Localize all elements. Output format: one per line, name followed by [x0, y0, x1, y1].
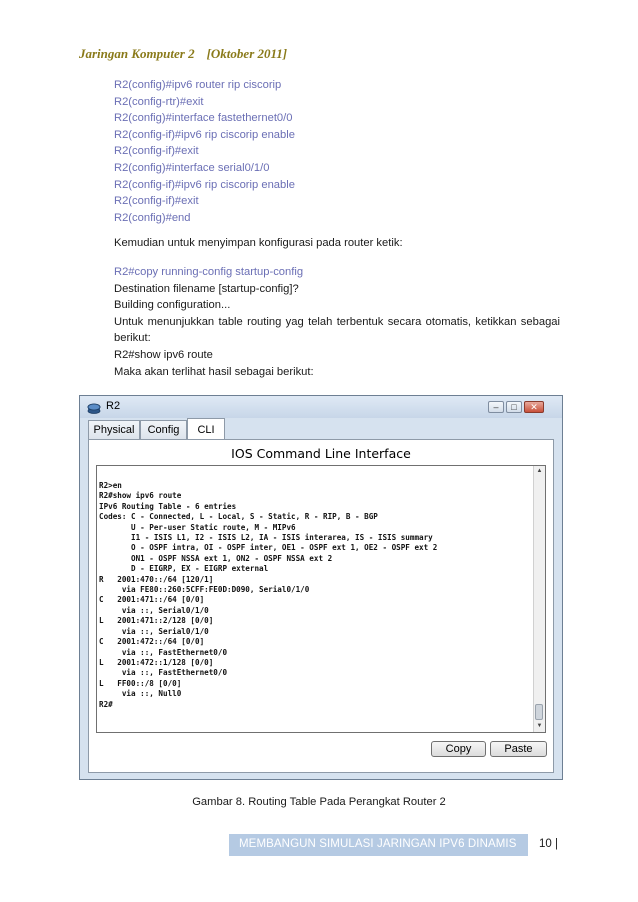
- terminal-line: R2#: [99, 699, 113, 709]
- terminal-line: D - EIGRP, EX - EIGRP external: [99, 564, 269, 574]
- building-line: Building configuration...: [114, 299, 231, 312]
- tab-config[interactable]: Config: [140, 420, 187, 439]
- terminal-line: I1 - ISIS L1, I2 - ISIS L2, IA - ISIS interarea, IS - ISIS summary: [99, 533, 433, 543]
- page-header: [79, 46, 287, 62]
- window-title: R2: [106, 400, 121, 412]
- terminal-line: L FF00::/8 [0/0]: [99, 678, 182, 688]
- header-date: [Oktober 2011]: [206, 46, 288, 61]
- header-title: Jaringan Komputer 2: [79, 46, 195, 61]
- paragraph-save: Kemudian untuk menyimpan konfigurasi pada router ketik:: [114, 237, 403, 249]
- config-line: R2(config)#ipv6 router rip ciscorip: [114, 79, 282, 91]
- config-line: R2(config-if)#exit: [114, 195, 199, 208]
- terminal-output: [99, 481, 437, 710]
- close-button[interactable]: [524, 401, 544, 413]
- terminal-line: via ::, FastEthernet0/0: [99, 647, 228, 657]
- terminal-line: O - OSPF intra, OI - OSPF inter, OE1 - OSPF ext 1, OE2 - OSPF ext 2: [99, 543, 438, 553]
- terminal-line: via ::, Serial0/1/0: [99, 626, 209, 636]
- cli-terminal[interactable]: [96, 465, 546, 733]
- terminal-line: R 2001:470::/64 [120/1]: [99, 574, 214, 584]
- copy-button[interactable]: Copy: [431, 741, 486, 757]
- scroll-down-icon[interactable]: ▼: [536, 723, 543, 729]
- terminal-line: via ::, Null0: [99, 689, 182, 699]
- window-titlebar[interactable]: [80, 396, 562, 418]
- minimize-button[interactable]: [488, 401, 504, 413]
- terminal-line: ON1 - OSPF NSSA ext 1, ON2 - OSPF NSSA ext 2: [99, 553, 333, 563]
- terminal-line: C 2001:471::/64 [0/0]: [99, 595, 205, 605]
- terminal-line: via ::, Serial0/1/0: [99, 605, 209, 615]
- save-block: [114, 264, 560, 380]
- maximize-button[interactable]: [506, 401, 522, 413]
- terminal-line: R2>en: [99, 481, 122, 490]
- terminal-scrollbar[interactable]: [533, 466, 545, 732]
- config-line: R2(config-rtr)#exit: [114, 95, 204, 108]
- cli-panel: [88, 439, 554, 773]
- terminal-line: C 2001:472::/64 [0/0]: [99, 637, 205, 647]
- terminal-line: IPv6 Routing Table - 6 entries: [99, 501, 237, 511]
- maximize-icon: □: [511, 402, 517, 412]
- config-line: R2(config)#end: [114, 211, 191, 224]
- copy-command: R2#copy running-config startup-config: [114, 266, 304, 278]
- tab-physical[interactable]: Physical: [88, 420, 140, 439]
- router-app-icon: [87, 401, 101, 412]
- config-line: R2(config)#interface fastethernet0/0: [114, 112, 293, 125]
- config-line: R2(config-if)#exit: [114, 145, 199, 158]
- result-intro: Maka akan terlihat hasil sebagai berikut:: [114, 365, 314, 378]
- close-icon: ✕: [530, 402, 538, 412]
- minimize-icon: –: [493, 402, 499, 412]
- terminal-line: L 2001:472::1/128 [0/0]: [99, 657, 214, 667]
- config-line: R2(config)#interface serial0/1/0: [114, 161, 270, 174]
- config-line: R2(config-if)#ipv6 rip ciscorip enable: [114, 178, 295, 191]
- router-window: [79, 395, 563, 780]
- terminal-line: U - Per-user Static route, M - MIPv6: [99, 522, 296, 532]
- paste-button[interactable]: Paste: [490, 741, 547, 757]
- terminal-line: R2#show ipv6 route: [99, 491, 182, 501]
- terminal-line: via ::, FastEthernet0/0: [99, 668, 228, 678]
- destination-line: Destination filename [startup-config]?: [114, 282, 299, 295]
- tab-cli[interactable]: CLI: [187, 418, 225, 439]
- scroll-up-icon[interactable]: ▲: [536, 468, 543, 474]
- terminal-line: L 2001:471::2/128 [0/0]: [99, 616, 214, 626]
- instruction-paragraph: Untuk menunjukkan table routing yag telah terbentuk secara otomatis, ketikkan sebagai berikut:: [114, 315, 560, 345]
- page-number: 10 |: [539, 838, 558, 850]
- terminal-line: via FE80::260:5CFF:FE0D:D090, Serial0/1/0: [99, 585, 310, 595]
- figure-caption: Gambar 8. Routing Table Pada Perangkat Router 2: [192, 796, 446, 808]
- footer-text: MEMBANGUN SIMULASI JARINGAN IPV6 DINAMIS: [239, 838, 517, 850]
- config-line: R2(config-if)#ipv6 rip ciscorip enable: [114, 128, 295, 141]
- terminal-line: Codes: C - Connected, L - Local, S - Static, R - RIP, B - BGP: [99, 512, 378, 522]
- panel-title: IOS Command Line Interface: [231, 446, 411, 461]
- scroll-thumb[interactable]: [535, 704, 543, 720]
- config-commands: [114, 77, 295, 226]
- show-route-command: R2#show ipv6 route: [114, 348, 213, 361]
